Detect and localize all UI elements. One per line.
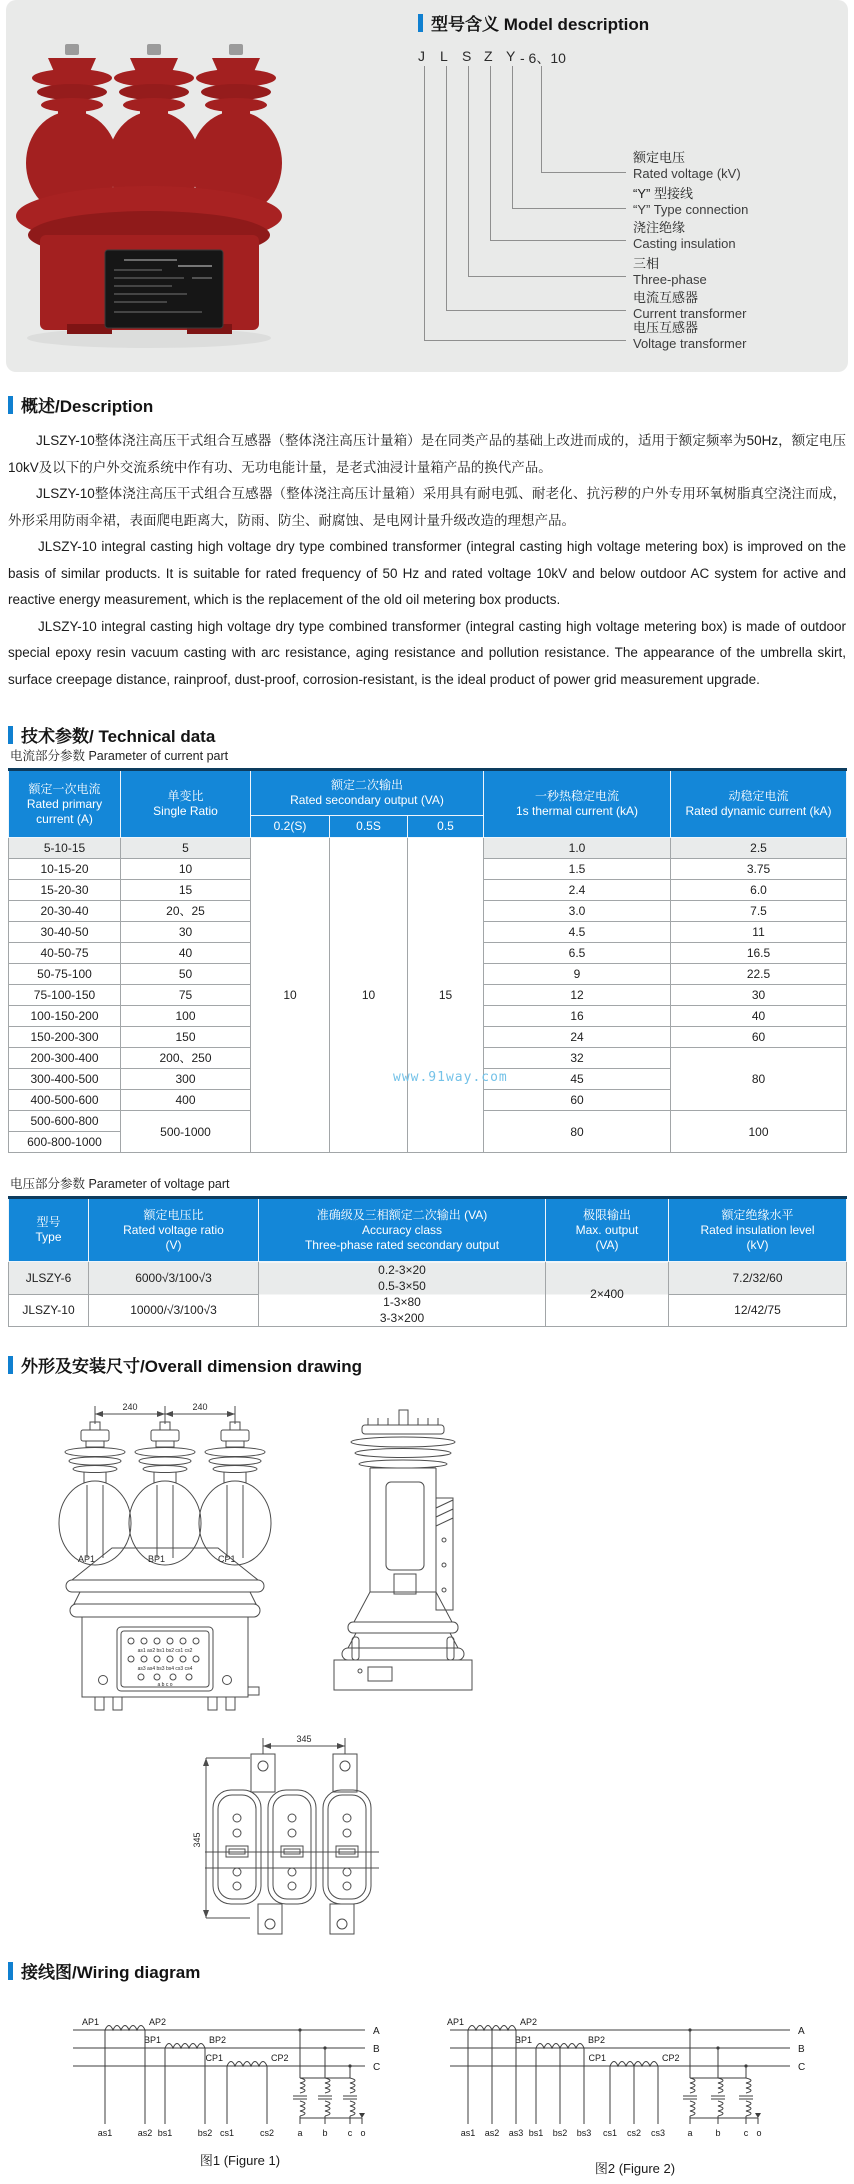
terminal-as1: as1 (460, 2128, 476, 2138)
header-max-output: 极限输出 Max. output (VA) (546, 1198, 669, 1262)
cell-ratio: 100 (121, 1006, 251, 1027)
dim-240-left: 240 (122, 1402, 138, 1412)
header-primary-current: 额定一次电流 Rated primary current (A) (9, 770, 121, 838)
cell-thermal: 12 (484, 985, 671, 1006)
phase-B-label: B (373, 2044, 380, 2055)
cell-primary: 10-15-20 (9, 859, 121, 880)
vt-terminal-b: b (715, 2128, 721, 2138)
model-label-rated-voltage: 额定电压 Rated voltage (kV) (633, 150, 741, 181)
nameplate (105, 250, 223, 328)
header-secondary-output: 额定二次输出 Rated secondary output (VA) (251, 770, 484, 816)
vt-terminal-c: c (743, 2128, 749, 2138)
coil-BP1-label: BP1 (514, 2035, 532, 2045)
technical-data-heading (8, 722, 215, 747)
terminal-cs2: cs2 (626, 2128, 642, 2138)
terminal-cs2: cs2 (259, 2128, 275, 2138)
coil-AP1-label: AP1 (81, 2018, 99, 2027)
model-code-suffix: - 6、10 (520, 50, 566, 66)
vt-terminal-a: a (687, 2128, 693, 2138)
cell-dynamic-merged: 100 (671, 1111, 847, 1153)
bottom-core-c (323, 1790, 371, 1904)
coil-AP2-label: AP2 (520, 2018, 538, 2027)
phase-A-label: A (798, 2026, 805, 2037)
description-paragraph-cn-1: JLSZY-10整体浇注高压干式组合互感器（整体浇注高压计量箱）是在同类产品的基础上改进而成的，适用于额定频率为50Hz，额定电压10kV及以下的户外交流系统中作有功、无功电能计量，是老式油浸计量箱产品的换代产品。 (8, 433, 846, 475)
header-voltage-ratio: 额定电压比 Rated voltage ratio (V) (89, 1198, 259, 1262)
model-label-casting-insulation: 浇注绝缘 Casting insulation (633, 220, 736, 251)
cell-ratio: 50 (121, 964, 251, 985)
model-code-letter-L: L (440, 48, 448, 64)
heading-accent-bar (8, 396, 13, 414)
dimension-heading (8, 1352, 362, 1377)
cell-primary: 30-40-50 (9, 922, 121, 943)
cell-ratio: 400 (121, 1090, 251, 1111)
model-code-letter-S: S (462, 48, 472, 64)
cell-dynamic: 6.0 (671, 880, 847, 901)
phase-A-label: A (373, 2026, 380, 2037)
terminal-cs1: cs1 (602, 2128, 618, 2138)
coil-BP2-label: BP2 (209, 2035, 227, 2045)
bushing-label-AP1: AP1 (78, 1554, 96, 1564)
terminal-cs3: cs3 (650, 2128, 666, 2138)
cell-primary: 300-400-500 (9, 1069, 121, 1090)
coil-AP2-label: AP2 (149, 2018, 167, 2027)
watermark: www.91way.com (393, 1070, 508, 1085)
terminal-bs1: bs1 (157, 2128, 173, 2138)
heading-accent-bar (418, 14, 423, 32)
description-title: 概述/Description (21, 397, 154, 416)
coil-CP1-label: CP1 (205, 2053, 223, 2063)
cell-voltage-ratio: 6000√3/100√3 (89, 1262, 259, 1295)
front-bushing-c (199, 1422, 271, 1565)
phase-C-label: C (373, 2062, 381, 2073)
description-body (8, 428, 846, 693)
terminal-bs2: bs2 (197, 2128, 213, 2138)
dim-345-height: 345 (192, 1832, 202, 1848)
coil-BP1-label: BP1 (143, 2035, 161, 2045)
description-heading (8, 392, 153, 417)
header-dynamic-current: 动稳定电流 Rated dynamic current (kA) (671, 770, 847, 838)
bottom-core-b (268, 1790, 316, 1904)
header-class-02s: 0.2(S) (251, 816, 330, 838)
bottom-view (192, 1734, 379, 1934)
terminal-as3: as3 (508, 2128, 524, 2138)
cell-thermal: 4.5 (484, 922, 671, 943)
cell-thermal: 1.0 (484, 838, 671, 859)
cell-dynamic: 2.5 (671, 838, 847, 859)
terminal-bs2: bs2 (552, 2128, 568, 2138)
model-code-letter-Z: Z (484, 48, 493, 64)
coil-BP2-label: BP2 (588, 2035, 606, 2045)
cell-primary: 75-100-150 (9, 985, 121, 1006)
description-paragraph-cn-2: JLSZY-10整体浇注高压干式组合互感器（整体浇注高压计量箱）采用具有耐电弧、耐老化、抗污秽的户外专用环氧树脂真空浇注而成，外形采用防雨伞裙，表面爬电距离大，防雨、防尘、耐腐蚀、是电网计量升级改造的理想产品。 (8, 486, 846, 528)
coil-CP2-label: CP2 (271, 2053, 289, 2063)
cell-voltage-ratio: 10000/√3/100√3 (89, 1294, 259, 1327)
figure2-caption: 图2 (Figure 2) (594, 2161, 676, 2176)
model-label-y-connection: “Y” 型接线 “Y” Type connection (633, 186, 749, 217)
terminal-row-2: as3 as4 bs3 bs4 cs3 cs4 (137, 1666, 193, 1672)
cell-insulation: 7.2/32/60 (669, 1262, 847, 1295)
wiring-heading (8, 1958, 200, 1983)
terminal-bs1: bs1 (528, 2128, 544, 2138)
header-thermal-current: 一秒热稳定电流 1s thermal current (kA) (484, 770, 671, 838)
vt-terminal-a: a (297, 2128, 303, 2138)
cell-thermal-merged: 80 (484, 1111, 671, 1153)
cell-type: JLSZY-6 (9, 1262, 89, 1295)
cell-thermal: 9 (484, 964, 671, 985)
front-view (59, 1402, 271, 1710)
cell-insulation: 12/42/75 (669, 1294, 847, 1327)
terminal-as2: as2 (484, 2128, 500, 2138)
cell-thermal: 2.4 (484, 880, 671, 901)
model-connector-line (424, 66, 626, 341)
model-code-letter-Y: Y (506, 48, 516, 64)
cell-primary: 500-600-800 (9, 1111, 121, 1132)
header-insulation-level: 额定绝缘水平 Rated insulation level (kV) (669, 1198, 847, 1262)
cell-ratio: 10 (121, 859, 251, 880)
terminal-as2: as2 (137, 2128, 153, 2138)
cell-ratio: 200、250 (121, 1048, 251, 1069)
description-paragraph-en-2: JLSZY-10 integral casting high voltage dry type combined transformer (integral casting high voltage metering box) is made of outdoor special epoxy resin vacuum casting with arc resistance, aging resistance and pollution resistance. The appearance of the umbrella skirt, surface creepage distance, rainproof, dust-proof, corrosion-resistant, is the ideal product of power grid measurement upgrade. (8, 618, 846, 687)
cell-ratio-merged: 500-1000 (121, 1111, 251, 1153)
cell-thermal: 1.5 (484, 859, 671, 880)
cell-primary: 40-50-75 (9, 943, 121, 964)
vt-terminal-o: o (756, 2128, 762, 2138)
cell-dynamic: 40 (671, 1006, 847, 1027)
coil-AP1-label: AP1 (446, 2018, 464, 2027)
cell-dynamic: 30 (671, 985, 847, 1006)
header-single-ratio: 单变比 Single Ratio (121, 770, 251, 838)
cell-primary: 5-10-15 (9, 838, 121, 859)
vt-group (293, 2028, 366, 2138)
current-part-subtitle: 电流部分参数 Parameter of current part (10, 749, 229, 763)
voltage-part-subtitle: 电压部分参数 Parameter of voltage part (10, 1177, 230, 1191)
header-class-05: 0.5 (408, 816, 484, 838)
cell-secondary-05s: 10 (330, 838, 408, 1153)
cell-primary: 600-800-1000 (9, 1132, 121, 1153)
figure1-caption: 图1 (Figure 1) (199, 2153, 281, 2168)
cell-dynamic: 3.75 (671, 859, 847, 880)
table-row (9, 838, 847, 859)
model-label-three-phase: 三相 Three-phase (633, 256, 707, 287)
cell-dynamic: 7.5 (671, 901, 847, 922)
current-table-wrap (8, 768, 847, 1153)
model-label-voltage-transformer: 电压互感器 Voltage transformer (633, 320, 747, 351)
model-label-current-transformer: 电流互感器 Current transformer (633, 290, 747, 321)
table-row (9, 1262, 847, 1295)
cell-ratio: 300 (121, 1069, 251, 1090)
cell-ratio: 15 (121, 880, 251, 901)
description-paragraph-en-1: JLSZY-10 integral casting high voltage dry type combined transformer (integral casting high voltage metering box) is improved on the basis of similar products. It is suitable for rated frequency of 50 Hz and rated voltage 10kV and below outdoor AC system for active and reactive energy measurement, which is the replacement of the old oil metering box products. (8, 539, 846, 607)
cell-primary: 150-200-300 (9, 1027, 121, 1048)
coil-CP2-label: CP2 (662, 2053, 680, 2063)
cell-primary: 400-500-600 (9, 1090, 121, 1111)
phase-B-label: B (798, 2044, 805, 2055)
cell-primary: 50-75-100 (9, 964, 121, 985)
voltage-table-wrap (8, 1196, 847, 1327)
vt-group (683, 2028, 762, 2138)
model-section-title: 型号含义 Model description (431, 15, 650, 34)
dim-240-right: 240 (192, 1402, 208, 1412)
cell-primary: 20-30-40 (9, 901, 121, 922)
vt-terminal-c: c (347, 2128, 353, 2138)
header-accuracy-class: 准确级及三相额定二次输出 (VA) Accuracy class Three-phase rated secondary output (259, 1198, 546, 1262)
dimension-title: 外形及安装尺寸/Overall dimension drawing (21, 1357, 362, 1376)
terminal-row-1: as1 as2 bs1 bs2 cs1 cs2 (137, 1648, 193, 1654)
terminal-as1: as1 (97, 2128, 113, 2138)
cell-thermal: 32 (484, 1048, 671, 1069)
terminal-row-3: a b c o (157, 1682, 173, 1688)
bushing-label-BP1: BP1 (148, 1554, 166, 1564)
cell-dynamic: 16.5 (671, 943, 847, 964)
cell-dynamic: 60 (671, 1027, 847, 1048)
model-code-letter-J: J (418, 48, 425, 64)
cell-dynamic: 22.5 (671, 964, 847, 985)
cell-primary: 100-150-200 (9, 1006, 121, 1027)
cell-type: JLSZY-10 (9, 1294, 89, 1327)
cell-thermal: 3.0 (484, 901, 671, 922)
cell-thermal: 60 (484, 1090, 671, 1111)
cell-secondary-05: 15 (408, 838, 484, 1153)
bottom-core-a (213, 1790, 261, 1904)
front-bushing-a (59, 1422, 131, 1565)
wiring-title: 接线图/Wiring diagram (21, 1963, 201, 1982)
heading-accent-bar (8, 1356, 13, 1374)
terminal-plate (117, 1627, 213, 1691)
cell-thermal: 16 (484, 1006, 671, 1027)
dim-345-width: 345 (296, 1734, 312, 1744)
heading-accent-bar (8, 726, 13, 744)
wiring-figure-1 (55, 2018, 405, 2142)
cell-ratio: 5 (121, 838, 251, 859)
header-class-05s: 0.5S (330, 816, 408, 838)
side-terminal-box (436, 1498, 453, 1610)
terminal-bs3: bs3 (576, 2128, 592, 2138)
cell-accuracy-merged: 0.2-3×20 0.5-3×50 1-3×80 3-3×200 (259, 1262, 546, 1327)
header-type: 型号 Type (9, 1198, 89, 1262)
bushing-label-CP1: CP1 (218, 1554, 236, 1564)
vt-terminal-b: b (322, 2128, 328, 2138)
cell-ratio: 40 (121, 943, 251, 964)
cell-dynamic: 11 (671, 922, 847, 943)
cell-max-output-merged: 2×400 (546, 1262, 669, 1327)
phase-C-label: C (798, 2062, 806, 2073)
model-section-heading (418, 10, 649, 35)
terminal-cs1: cs1 (219, 2128, 235, 2138)
cell-primary: 15-20-30 (9, 880, 121, 901)
wiring-figure-2 (440, 2018, 854, 2142)
vt-terminal-o: o (360, 2128, 366, 2138)
cell-ratio: 75 (121, 985, 251, 1006)
heading-accent-bar (8, 1962, 13, 1980)
cell-ratio: 150 (121, 1027, 251, 1048)
cell-thermal: 6.5 (484, 943, 671, 964)
technical-data-title: 技术参数/ Technical data (21, 727, 216, 746)
cell-ratio: 20、25 (121, 901, 251, 922)
cell-dynamic-merged: 80 (671, 1048, 847, 1111)
product-photo (12, 38, 287, 358)
cell-thermal: 45 (484, 1069, 671, 1090)
cell-primary: 200-300-400 (9, 1048, 121, 1069)
cell-thermal: 24 (484, 1027, 671, 1048)
voltage-parameters-table (8, 1196, 847, 1327)
front-bushing-b (129, 1422, 201, 1565)
photo-shadow (27, 328, 271, 348)
current-parameters-table (8, 768, 847, 1153)
cell-ratio: 30 (121, 922, 251, 943)
cell-secondary-02s: 10 (251, 838, 330, 1153)
side-view (334, 1410, 472, 1690)
coil-CP1-label: CP1 (588, 2053, 606, 2063)
dimension-drawing (0, 1390, 854, 1938)
